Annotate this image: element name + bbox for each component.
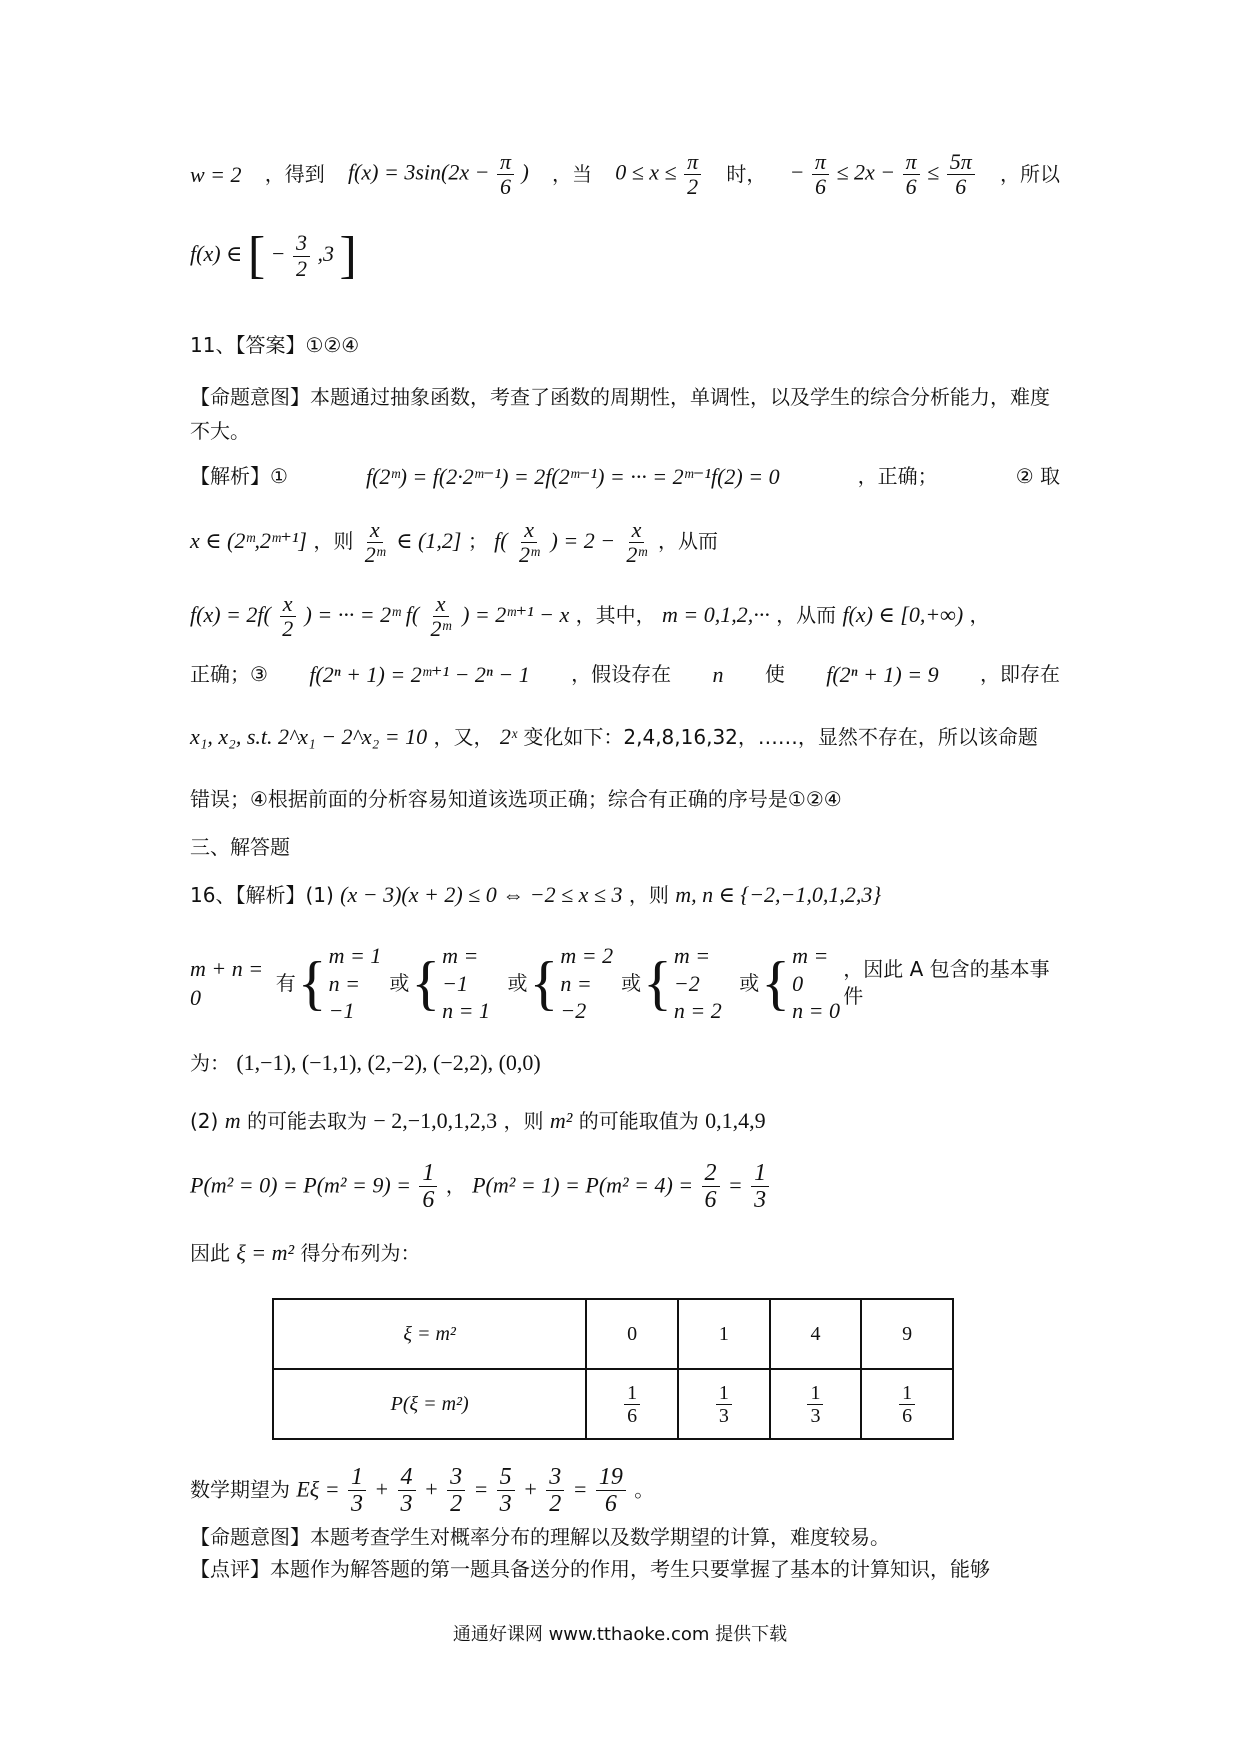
math: ) = 2 − [550,528,616,554]
fraction [624,1382,640,1427]
den: 2ᵐ [626,542,647,568]
analysis-line-1 [190,462,1060,492]
probability-line [190,1160,1060,1214]
math-f-in [190,227,357,284]
intent-11: 【命题意图】本题通过抽象函数，考查了函数的周期性，单调性，以及学生的综合分析能力，难度不大。 [190,385,1050,443]
fraction [684,150,701,199]
brace: { [761,950,791,1017]
text: 16、【解析】(1) [190,883,334,907]
table-row [273,1299,953,1369]
den: 2 [296,255,308,281]
num: π [497,150,514,175]
fraction [596,1464,626,1518]
answer-11: 11、【答案】①②④ [190,333,360,357]
num: π [812,150,829,175]
text: 或 [389,970,410,995]
den: 6 [902,1404,913,1427]
text: 因此 [190,1241,230,1265]
den: 6 [814,174,826,200]
math: x₁, x₂, s.t. 2^x₁ − 2^x₂ = 10 [190,724,428,749]
num: x [629,518,645,543]
num: 2 [702,1160,720,1187]
text: ，则 [313,529,354,554]
text: 数学期望为 [190,1477,290,1502]
fraction [447,1464,465,1518]
math: m = 0,1,2,··· [661,602,770,628]
den: 3 [400,1491,413,1518]
case-1 [298,942,388,1025]
math: m + n = 0 [190,955,264,1011]
num: 3 [293,231,310,256]
analysis-line-5 [190,722,1060,752]
num: 1 [807,1382,823,1405]
table-cell: 1 [678,1299,770,1369]
fraction [546,1464,564,1518]
math: m [224,1108,241,1133]
case-line: n = 0 [792,998,840,1023]
den: 6 [905,174,917,200]
math-part: ,3 [317,241,335,267]
fraction [497,150,514,199]
math: f(2ᵐ) = f(2·2ᵐ⁻¹) = 2f(2ᵐ⁻¹) = ··· = 2ᵐ⁻¹f(2) = 0 [365,464,780,489]
den: 2 [687,174,699,200]
math: Eξ = [296,1476,340,1502]
section-3-heading: 三、解答题 [190,835,290,859]
table-header-cell: P(ξ = m²) [273,1369,586,1439]
cases [329,942,388,1025]
table-cell [586,1369,678,1439]
cases [442,942,505,1025]
fraction [398,1464,416,1518]
fraction [947,150,975,199]
case-line: m = −1 [442,943,479,996]
table-row [273,1369,953,1439]
case-line: m = 0 [792,943,829,996]
math: n [712,662,724,687]
fraction [899,1382,915,1427]
text: ； [467,529,488,554]
text: 时， [726,162,767,187]
math: f(x) = 2f( [190,602,271,628]
table-header-cell: ξ = m² [273,1299,586,1369]
cases [792,942,841,1025]
num: 1 [751,1160,769,1187]
den: 3 [754,1187,767,1214]
math: P(m² = 0) = P(m² = 9) = [190,1172,412,1198]
num: x [433,592,449,617]
brace: { [529,950,559,1017]
text: ，即存在 [979,662,1060,687]
math: P(m² = 1) = P(m² = 4) = [472,1172,694,1198]
text: 使 [764,662,785,687]
text: (2) [190,1109,219,1133]
num: 5 [497,1464,515,1491]
fraction [623,518,649,567]
math-part: ) [521,159,529,185]
text: 的可能去取为 [246,1109,367,1133]
comment-16: 【点评】本题作为解答题的第一题具备送分的作用，考生只要掌握了基本的计算知识，能够 [190,1557,990,1581]
brace: { [643,950,672,1017]
math-fx [348,150,529,199]
case-line: n = 1 [442,998,490,1023]
analysis-line-4 [190,660,1060,690]
math: f(x) ∈ [0,+∞) [842,602,964,628]
text: ，所以 [999,162,1060,187]
math-part: − [789,159,805,185]
text: 。 [634,1477,655,1502]
events-line [190,1048,1060,1078]
den: 2ᵐ [518,542,540,568]
fraction [362,518,388,567]
fraction [497,1464,515,1518]
math-part: 0 ≤ x ≤ [615,159,677,185]
cases [674,942,737,1025]
fraction [716,1382,732,1427]
case-line: n = −2 [560,970,592,1023]
den: 6 [604,1491,617,1518]
text: 有 [275,970,296,995]
math: 0,1,4,9 [705,1108,766,1133]
text: ，又， [433,725,494,749]
brace: { [297,950,327,1017]
text: ，则 [503,1109,544,1133]
math-part: ≤ [927,159,940,185]
math: x ∈ (2ᵐ,2ᵐ⁺¹] [190,528,307,554]
num: 1 [348,1464,366,1491]
den: 2 [282,616,294,642]
text: 或 [739,970,760,995]
math-part: f(x) = 3sin(2x − [347,159,490,185]
fraction [516,518,542,567]
math-part: f(x) ∈ [190,241,243,267]
math: (x − 3)(x + 2) ≤ 0 ⇔ −2 ≤ x ≤ 3 [340,882,623,907]
text: 得分布列为： [300,1241,421,1265]
text: 的可能取值为 [578,1109,699,1133]
analysis-line-6: 错误；④根据前面的分析容易知道该选项正确；综合有正确的序号是①②④ [190,787,842,811]
den: 3 [350,1491,363,1518]
math: ∈ (1,2] [396,528,462,554]
text: ，因此 A 包含的基本事件 [843,957,1050,1009]
num: x [280,592,296,617]
den: 6 [422,1187,435,1214]
case-line: m = 2 [560,943,614,968]
num: 3 [546,1464,564,1491]
text: 或 [621,970,642,995]
fraction [807,1382,823,1427]
den: 6 [955,174,967,200]
table-cell: 9 [861,1299,953,1369]
math: f(2ⁿ + 1) = 9 [826,662,939,687]
line-w-equals-2 [190,150,1060,199]
case-line: n = 2 [673,998,722,1023]
table-cell: 0 [586,1299,678,1369]
text: ，假设存在 [571,662,672,687]
math: ) = ··· = 2ᵐ f( [304,602,420,628]
num: π [903,150,920,175]
num: 1 [899,1382,915,1405]
q16-cases [190,942,1060,1025]
text: ，则 [628,883,669,907]
table-cell: 4 [770,1299,862,1369]
case-line: m = 1 [328,943,382,968]
math-ineq [790,150,977,199]
case-line: m = −2 [673,943,711,996]
bracket: [ [247,227,266,284]
num: 19 [596,1464,626,1491]
fraction [348,1464,366,1518]
math: = [727,1172,743,1198]
bracket: ] [339,227,357,284]
text: ， [445,1173,466,1198]
fraction [419,1160,437,1214]
text: 为： [190,1051,230,1075]
text: ，得到 [264,162,325,187]
num: 4 [398,1464,416,1491]
text: 变化如下：2,4,8,16,32，……，显然不存在，所以该命题 [523,725,1038,749]
text: ，当 [552,162,592,187]
math-part: ≤ 2x − [836,159,896,185]
num: x [521,518,537,543]
fraction [702,1160,720,1214]
num: 1 [419,1160,437,1187]
fraction [812,150,829,199]
den: 2 [549,1491,562,1518]
math: 2ˣ [499,724,518,749]
table-cell [861,1369,953,1439]
math-range [615,150,703,199]
num: 3 [447,1464,465,1491]
text: 或 [507,970,528,995]
num: 5π [947,150,975,175]
distribution-intro [190,1238,1060,1268]
math: ξ = m² [236,1240,295,1265]
math: f(2ⁿ + 1) = 2ᵐ⁺¹ − 2ⁿ − 1 [309,662,530,687]
intent-16: 【命题意图】本题考查学生对概率分布的理解以及数学期望的计算，难度较易。 [190,1525,890,1549]
case-4 [643,942,737,1025]
fraction [293,231,310,280]
fraction [428,592,454,641]
math: + [523,1476,538,1502]
math: m² [549,1108,573,1133]
num: 1 [716,1382,732,1405]
den: 3 [499,1491,512,1518]
text: 【解析】① [190,464,288,489]
footer-download-note: 通通好课网 www.tthaoke.com 提供下载 [452,1624,788,1645]
text: 正确；③ [190,662,268,687]
num: x [367,518,383,543]
math: + [374,1476,390,1502]
den: 6 [704,1187,717,1214]
den: 3 [718,1404,729,1427]
den: 2ᵐ [430,616,451,642]
text: ② 取 [1015,464,1060,489]
fraction [279,592,296,641]
case-2 [411,942,505,1025]
cases [560,942,619,1025]
table-cell [678,1369,770,1439]
q16-line-1 [190,880,1060,910]
math-w: w = 2 [190,161,242,187]
text: ， [969,603,990,628]
den: 3 [810,1404,821,1427]
case-line: n = −1 [328,970,360,1023]
math: f( [494,528,508,554]
den: 6 [499,174,511,200]
line-f-range [190,227,1060,284]
num: π [684,150,701,175]
math: (1,−1), (−1,1), (2,−2), (−2,2), (0,0) [236,1050,541,1075]
q16-part-2 [190,1106,1060,1136]
analysis-line-3 [190,592,1060,641]
math-part: − [270,241,286,267]
expectation-line [190,1464,1060,1518]
text: ，正确； [857,464,938,489]
distribution-table [272,1298,954,1440]
math: − 2,−1,0,1,2,3 [373,1108,498,1133]
math: = [473,1476,489,1502]
text: ，从而 [776,603,837,628]
num: 1 [624,1382,640,1405]
fraction [903,150,920,199]
text: ，从而 [657,529,718,554]
case-5 [761,942,841,1025]
text: ，其中， [575,603,656,628]
fraction [751,1160,769,1214]
math: m, n ∈ {−2,−1,0,1,2,3} [675,882,882,907]
table-cell [770,1369,862,1439]
analysis-line-2 [190,518,1060,567]
brace: { [411,950,441,1017]
case-3 [530,942,620,1025]
den: 2 [450,1491,463,1518]
math: = [572,1476,588,1502]
den: 2ᵐ [364,542,385,568]
den: 6 [627,1404,638,1427]
math: + [423,1476,439,1502]
math: ) = 2ᵐ⁺¹ − x [462,602,570,628]
